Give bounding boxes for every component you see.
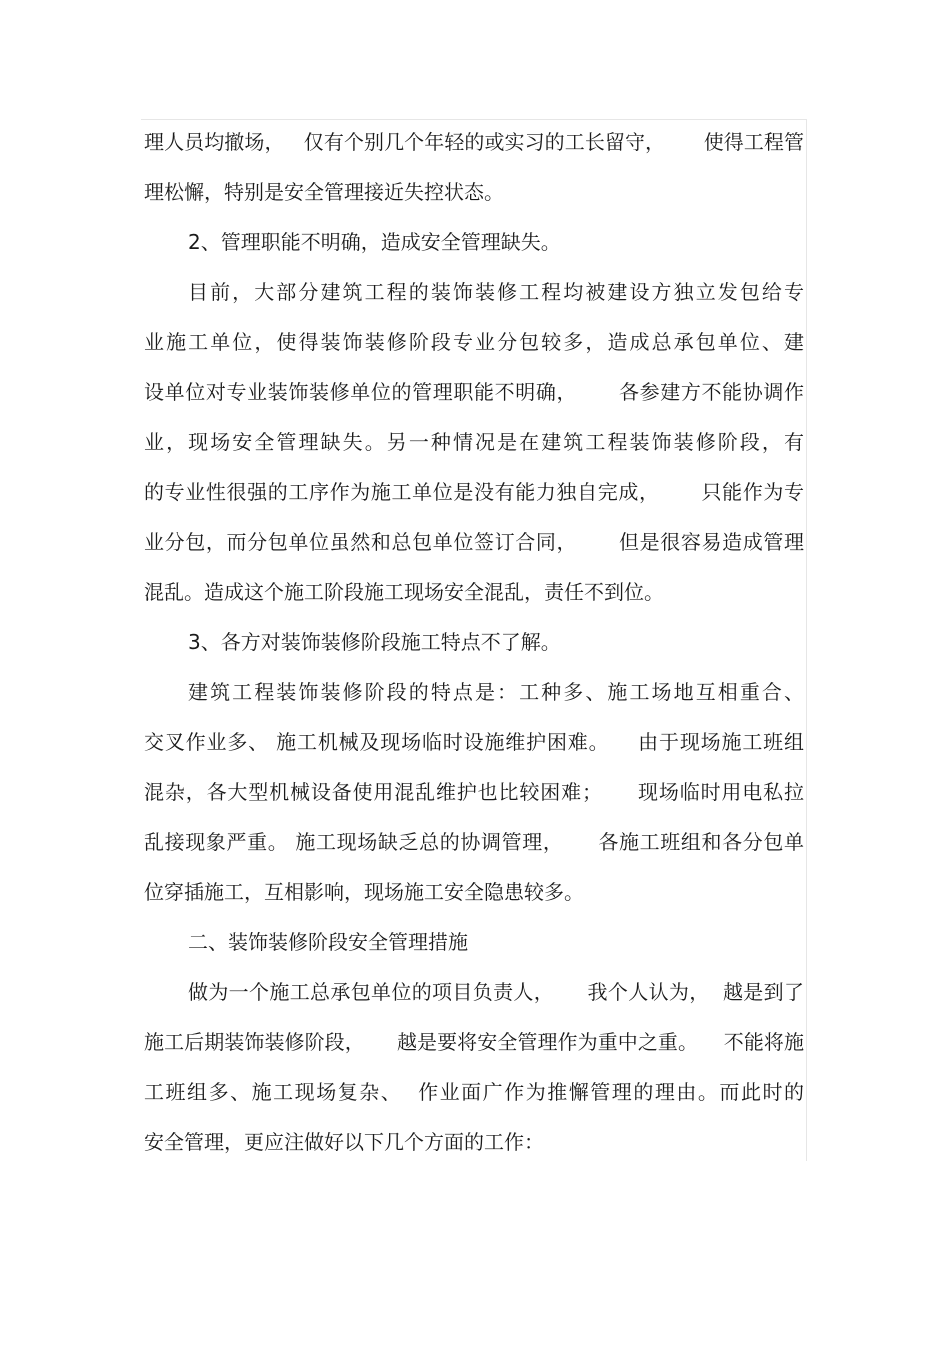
section-heading: 二、装饰装修阶段安全管理措施 xyxy=(188,930,468,954)
paragraph-line: 理松懈，特别是安全管理接近失控状态。 xyxy=(144,180,504,204)
paragraph-line: 建筑工程装饰装修阶段的特点是：工种多、施工场地互相重合、 xyxy=(188,680,804,704)
paragraph-line: 业分包，而分包单位虽然和总包单位签订合同， 但是很容易造成管理 xyxy=(144,530,804,554)
paragraph-line: 混乱。造成这个施工阶段施工现场安全混乱，责任不到位。 xyxy=(144,580,664,604)
section-heading: 2、管理职能不明确，造成安全管理缺失。 xyxy=(188,230,561,254)
document-body xyxy=(144,121,804,1171)
paragraph-line: 混杂，各大型机械设备使用混乱维护也比较困难； 现场临时用电私拉 xyxy=(144,780,804,804)
paragraph-line: 乱接现象严重。 施工现场缺乏总的协调管理， 各施工班组和各分包单 xyxy=(144,830,804,854)
paragraph-line: 的专业性很强的工序作为施工单位是没有能力独自完成， 只能作为专 xyxy=(144,480,804,504)
paragraph-line: 业，现场安全管理缺失。另一种情况是在建筑工程装饰装修阶段，有 xyxy=(144,430,804,454)
paragraph-line: 交叉作业多、 施工机械及现场临时设施维护困难。 由于现场施工班组 xyxy=(144,730,804,754)
paragraph-line: 安全管理，更应注做好以下几个方面的工作： xyxy=(144,1130,544,1154)
paragraph-line: 设单位对专业装饰装修单位的管理职能不明确， 各参建方不能协调作 xyxy=(144,380,804,404)
paragraph-line: 工班组多、施工现场复杂、 作业面广作为推懈管理的理由。而此时的 xyxy=(144,1080,804,1104)
paragraph-line: 目前，大部分建筑工程的装饰装修工程均被建设方独立发包给专 xyxy=(188,280,804,304)
section-heading: 3、各方对装饰装修阶段施工特点不了解。 xyxy=(188,630,561,654)
paragraph-line: 理人员均撤场， 仅有个别几个年轻的或实习的工长留守， 使得工程管 xyxy=(144,130,804,154)
paragraph-line: 施工后期装饰装修阶段， 越是要将安全管理作为重中之重。 不能将施 xyxy=(144,1030,804,1054)
paragraph-line: 做为一个施工总承包单位的项目负责人， 我个人认为， 越是到了 xyxy=(188,980,804,1004)
paragraph-line: 位穿插施工，互相影响，现场施工安全隐患较多。 xyxy=(144,880,584,904)
paragraph-line: 业施工单位，使得装饰装修阶段专业分包较多，造成总承包单位、建 xyxy=(144,330,804,354)
